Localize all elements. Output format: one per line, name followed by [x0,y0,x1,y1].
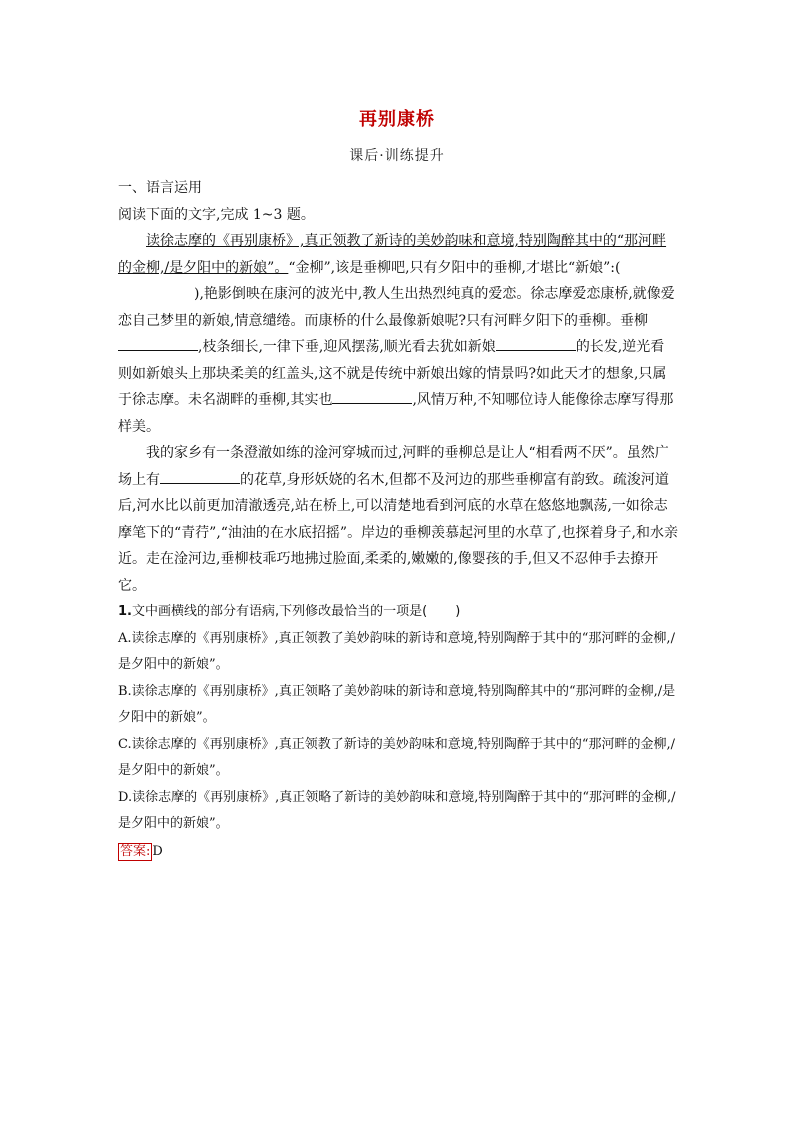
question-text: 文中画横线的部分有语病,下列修改最恰当的一项是( [131,604,428,619]
passage-text: ,枝条细长,一律下垂,迎风摆荡,顺光看去犹如新娘 [198,339,496,355]
underlined-sentence: 读徐志摩的《再别康桥》,真正领教了新诗的美妙韵味和意境,特别陶醉其中的“那河畔的金柳,/是夕阳中的新娘”。 [118,233,667,276]
document-title: 再别康桥 [359,109,435,130]
question-number: 1. [118,604,132,619]
question-close-paren: ) [455,604,461,619]
fill-in-blank [160,467,240,484]
passage-text: “金柳”,该是垂柳吧,只有夕阳中的垂柳,才堪比“新娘”:( [288,259,621,276]
document-subtitle: 课后·训练提升 [349,148,445,164]
passage-text: 我的家乡有一条澄澈如练的淦河穿城而过,河畔的垂柳总是让人“相看两不厌”。虽然广场上有 [118,445,669,488]
option-c: C.读徐志摩的《再别康桥》,真正领教了新诗的美妙韵味和意境,特别陶醉于其中的“那河畔的金柳,/是夕阳中的新娘”。 [118,736,676,778]
fill-in-blank [496,334,576,351]
answer-label: 答案: [120,843,151,859]
passage-text: ,风情万种,不知哪位诗人能像徐志摩写得那样美。 [118,392,674,435]
section-heading: 一、语言运用 [118,180,202,196]
option-b: B.读徐志摩的《再别康桥》,真正领略了美妙韵味的新诗和意境,特别陶醉其中的“那河畔的金柳,/是夕阳中的新娘”。 [118,683,676,725]
answer-value: D [152,843,163,859]
passage-text: 的长发,逆光看则如新娘头上那块柔美的红盖头,这不就是传统中新娘出嫁的情景吗?如此天才的想象,只属于徐志摩。未名湖畔的垂柳,其实也 [118,339,667,408]
answer-row [118,838,678,866]
question-stem [118,599,678,626]
reading-instruction: 阅读下面的文字,完成 1~3 题。 [118,206,315,223]
passage-text: 的花草,身形妖娆的名木,但都不及河边的那些垂柳富有韵致。疏浚河道后,河水比以前更加清澈透亮,站在桥上,可以清楚地看到河底的水草在悠悠地飘荡,一如徐志摩笔下的“青荇”,“油油的在水底招摇”。岸边的垂柳羡慕起河里的水草了,也探着身子,和水亲近。走在淦河边,垂柳枝乖巧地拂过脸面,柔柔的,嫩嫩的,像婴孩的手,但又不忍伸手去撩开它。 [118,471,678,594]
fill-in-blank [332,387,412,404]
passage-paragraph-2 [118,440,678,599]
passage-paragraph-1 [118,228,678,440]
option-a: A.读徐志摩的《再别康桥》,真正领教了美妙韵味的新诗和意境,特别陶醉于其中的“那河畔的金柳,/是夕阳中的新娘”。 [118,630,675,672]
option-d: D.读徐志摩的《再别康桥》,真正领略了新诗的美妙韵味和意境,特别陶醉于其中的“那河畔的金柳,/是夕阳中的新娘”。 [118,789,676,831]
fill-in-blank [118,334,198,351]
document-body [118,175,678,865]
passage-text: ),艳影倒映在康河的波光中,教人生出热烈纯真的爱恋。徐志摩爱恋康桥,就像爱恋自己梦里的新娘,情意缱绻。而康桥的什么最像新娘呢?只有河畔夕阳下的垂柳。垂柳 [118,286,675,329]
